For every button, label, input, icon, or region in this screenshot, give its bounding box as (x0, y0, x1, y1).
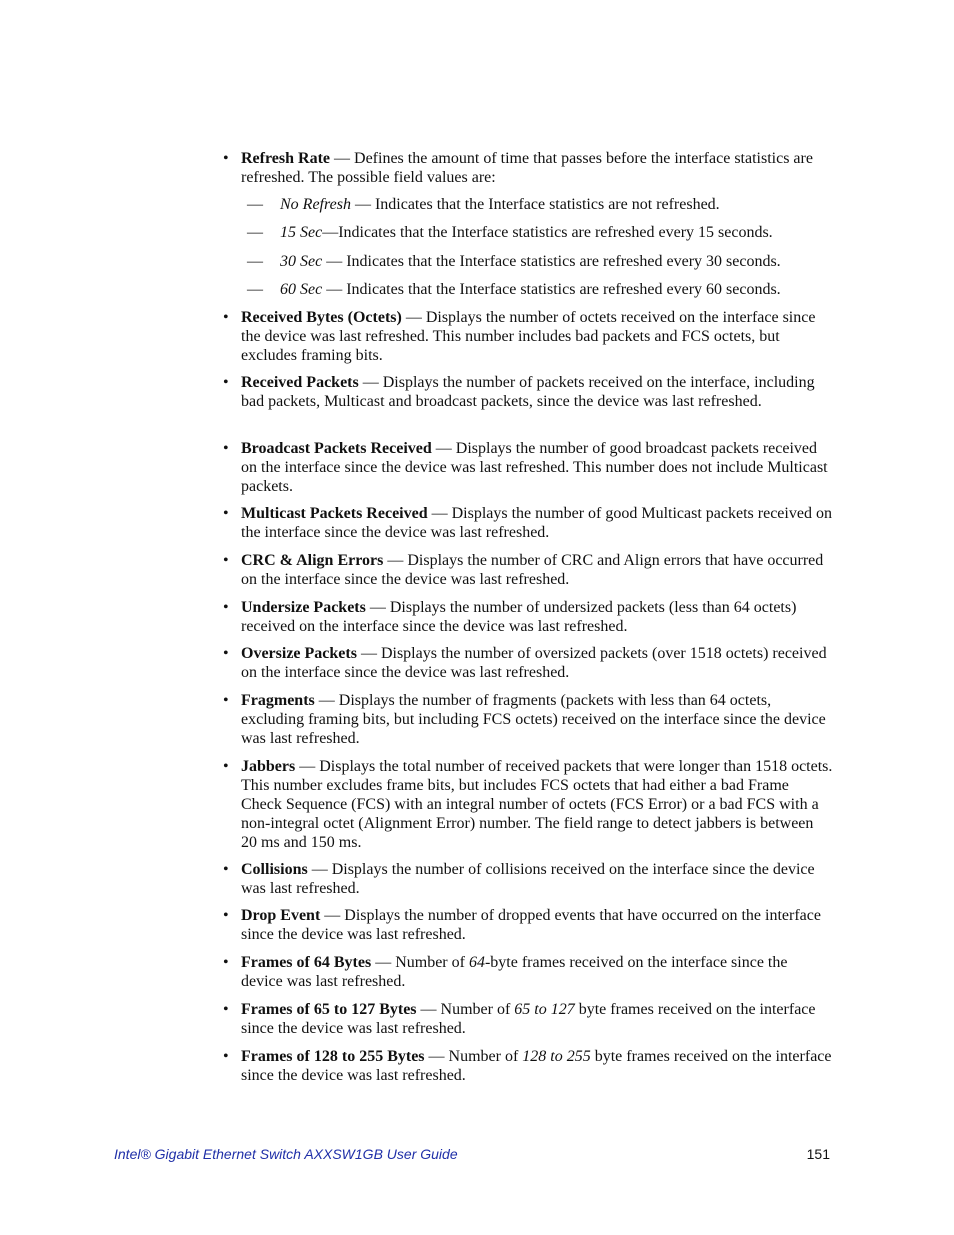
bullet-multicast-packets (223, 504, 833, 542)
bullet-frames-65-127 (223, 1000, 833, 1038)
bullet-glyph: • (223, 440, 229, 457)
option-60-sec (247, 280, 840, 299)
option-description: — Indicates that the Interface statistics are not refreshed. (350, 196, 720, 213)
description-prefix: — Number of (424, 1048, 523, 1065)
bullet-glyph: • (223, 907, 229, 924)
option-description: — Indicates that the Interface statistics are refreshed every 60 seconds. (322, 281, 781, 298)
bullet-glyph: • (223, 1001, 229, 1018)
bullet-glyph: • (223, 692, 229, 709)
bullet-fragments (223, 691, 833, 748)
bullet-crc-align-errors (223, 551, 833, 589)
option-description: — Indicates that the Interface statistics are refreshed every 30 seconds. (322, 253, 781, 270)
description: — Displays the number of octets received on the interface since the device was last refreshed. This number includes bad packets and FCS octets, but excludes framing bits. (241, 309, 816, 364)
dash-glyph: — (247, 281, 263, 298)
option-term: No Refresh (280, 196, 351, 213)
bullet-drop-event (223, 906, 833, 944)
frame-size: 128 to 255 (522, 1048, 591, 1065)
term: Received Packets (241, 374, 359, 391)
option-30-sec (247, 252, 840, 271)
term: Undersize Packets (241, 599, 366, 616)
description-suffix: -byte frames received on the interface since the device was last refreshed. (241, 954, 788, 990)
option-term: 60 Sec (280, 281, 323, 298)
frame-size: 64 (468, 954, 485, 971)
footer-document-title: Intel® Gigabit Ethernet Switch AXXSW1GB User Guide (114, 1146, 458, 1162)
dash-glyph: — (247, 224, 263, 241)
dash-glyph: — (247, 196, 263, 213)
description: — Displays the number of good Multicast packets received on the interface since the device was last refreshed. (241, 505, 832, 541)
description: — Displays the number of dropped events that have occurred on the interface since the device was last refreshed. (241, 907, 821, 943)
description: — Displays the number of oversized packets (over 1518 octets) received on the interface since the device was last refreshed. (241, 645, 827, 681)
description: — Displays the number of packets received on the interface, including bad packets, Multicast and broadcast packets, since the device was last refreshed. (241, 374, 815, 410)
bullet-broadcast-packets (223, 439, 833, 496)
description-prefix: — Number of (416, 1001, 515, 1018)
page-number: 151 (806, 1146, 830, 1162)
description-suffix: byte frames received on the interface since the device was last refreshed. (241, 1048, 832, 1084)
term: Received Bytes (Octets) (241, 309, 402, 326)
bullet-glyph: • (223, 374, 229, 391)
term: CRC & Align Errors (241, 552, 384, 569)
description-prefix: — Number of (371, 954, 469, 971)
description: — Displays the number of undersized packets (less than 64 octets) received on the interface since the device was last refreshed. (241, 599, 797, 635)
bullet-refresh-rate (223, 149, 833, 187)
term: Fragments (241, 692, 315, 709)
term: Collisions (241, 861, 308, 878)
bullet-oversize-packets (223, 644, 833, 682)
bullet-frames-128-255 (223, 1047, 833, 1085)
frame-size: 65 to 127 (514, 1001, 575, 1018)
bullet-glyph: • (223, 150, 229, 167)
option-term: 30 Sec (280, 253, 323, 270)
bullet-glyph: • (223, 861, 229, 878)
term: Broadcast Packets Received (241, 440, 432, 457)
term: Drop Event (241, 907, 321, 924)
description: — Displays the number of CRC and Align errors that have occurred on the interface since the device was last refreshed. (241, 552, 824, 588)
term: Refresh Rate (241, 150, 331, 167)
bullet-received-bytes (223, 308, 833, 365)
description: — Displays the number of fragments (packets with less than 64 octets, excluding framing bits, but including FCS octets) received on the interface since the device was last refreshed. (241, 692, 826, 747)
term: Oversize Packets (241, 645, 357, 662)
term: Frames of 64 Bytes (241, 954, 372, 971)
option-term: 15 Sec (280, 224, 323, 241)
bullet-glyph: • (223, 552, 229, 569)
bullet-received-packets (223, 373, 833, 411)
bullet-glyph: • (223, 954, 229, 971)
bullet-glyph: • (223, 309, 229, 326)
description-suffix: byte frames received on the interface since the device was last refreshed. (241, 1001, 816, 1037)
bullet-collisions (223, 860, 833, 898)
bullet-jabbers (223, 757, 833, 852)
term: Frames of 65 to 127 Bytes (241, 1001, 417, 1018)
term: Frames of 128 to 255 Bytes (241, 1048, 425, 1065)
bullet-glyph: • (223, 758, 229, 775)
term: Jabbers (241, 758, 296, 775)
description: — Displays the number of collisions received on the interface since the device was last refreshed. (241, 861, 815, 897)
bullet-undersize-packets (223, 598, 833, 636)
description: — Displays the number of good broadcast packets received on the interface since the device was last refreshed. This number does not include Multicast packets. (241, 440, 828, 495)
term: Multicast Packets Received (241, 505, 428, 522)
description: — Defines the amount of time that passes before the interface statistics are refreshed. The possible field values are: (241, 150, 813, 186)
bullet-glyph: • (223, 505, 229, 522)
option-description: —Indicates that the Interface statistics are refreshed every 15 seconds. (322, 224, 773, 241)
bullet-glyph: • (223, 645, 229, 662)
description: — Displays the total number of received packets that were longer than 1518 octets. This number excludes frame bits, but includes FCS octets that had either a bad Frame Check Sequence (FCS) with an integral number of octets (FCS Error) or a bad FCS with a non-integral octet (Alignment Error) number. The field range to detect jabbers is between 20 ms and 150 ms. (241, 758, 833, 851)
bullet-glyph: • (223, 599, 229, 616)
option-no-refresh (247, 195, 840, 214)
bullet-frames-64 (223, 953, 833, 991)
dash-glyph: — (247, 253, 263, 270)
bullet-glyph: • (223, 1048, 229, 1065)
option-15-sec (247, 223, 840, 242)
